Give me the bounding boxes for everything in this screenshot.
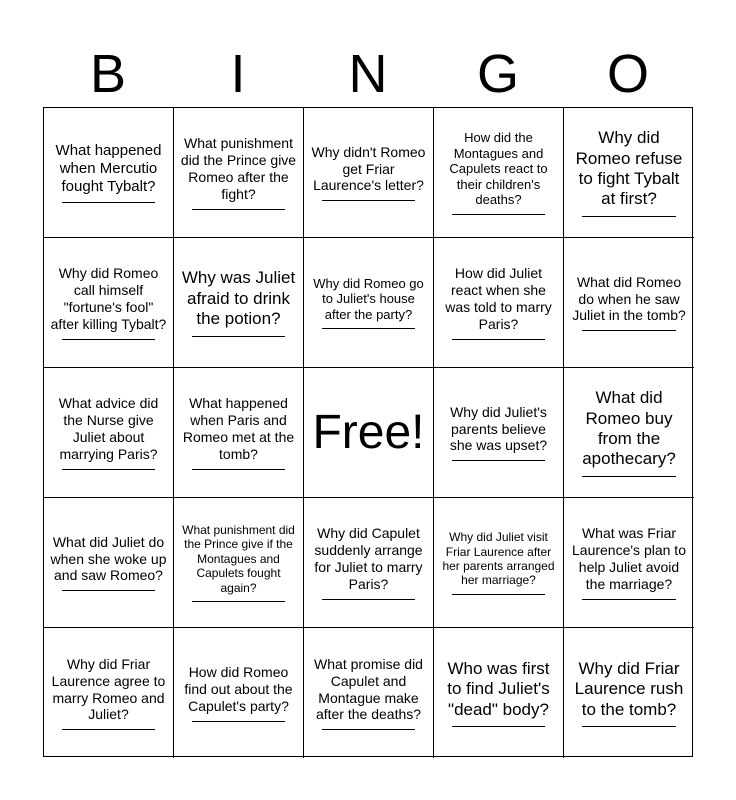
cell-question: How did Romeo find out about the Capulet's party? bbox=[184, 664, 293, 714]
bingo-card-grid bbox=[43, 107, 693, 757]
cell-question: What punishment did the Prince give if the Montagues and Capulets fought again? bbox=[182, 523, 295, 595]
bingo-cell[interactable] bbox=[304, 108, 434, 238]
answer-line bbox=[192, 601, 286, 602]
cell-question: Why did Juliet visit Friar Laurence after her parents arranged her marriage? bbox=[442, 530, 555, 588]
cell-question: Who was first to find Juliet's "dead" body? bbox=[447, 658, 550, 719]
answer-line bbox=[582, 330, 676, 331]
bingo-cell[interactable] bbox=[44, 368, 174, 498]
bingo-cell[interactable] bbox=[434, 628, 564, 758]
bingo-cell[interactable] bbox=[304, 238, 434, 368]
answer-line bbox=[192, 336, 286, 337]
cell-question: What did Romeo do when he saw Juliet in the tomb? bbox=[572, 273, 686, 324]
bingo-cell[interactable] bbox=[174, 628, 304, 758]
answer-line bbox=[322, 200, 416, 201]
bingo-cell[interactable] bbox=[174, 108, 304, 238]
answer-line bbox=[192, 469, 286, 470]
cell-question: What advice did the Nurse give Juliet about marrying Paris? bbox=[58, 395, 159, 462]
cell-question: Why was Juliet afraid to drink the potion? bbox=[181, 268, 296, 329]
answer-line bbox=[192, 209, 286, 210]
bingo-cell[interactable] bbox=[434, 498, 564, 628]
header-letter-n: N bbox=[348, 44, 388, 104]
cell-question: What was Friar Laurence's plan to help Juliet avoid the marriage? bbox=[572, 525, 686, 592]
answer-line bbox=[322, 328, 416, 329]
cell-question: Why did Friar Laurence agree to marry Romeo and Juliet? bbox=[51, 655, 166, 723]
header-letter-o: O bbox=[606, 44, 649, 104]
cell-question: Why did Friar Laurence rush to the tomb? bbox=[574, 658, 684, 719]
cell-question: How did the Montagues and Capulets react to their children's deaths? bbox=[449, 130, 548, 208]
answer-line bbox=[582, 599, 676, 600]
bingo-cell[interactable] bbox=[564, 108, 694, 238]
answer-line bbox=[452, 214, 546, 215]
cell-question: What promise did Capulet and Montague make after the deaths? bbox=[314, 655, 423, 723]
bingo-cell[interactable] bbox=[174, 238, 304, 368]
cell-question: Why did Romeo go to Juliet's house after the party? bbox=[313, 275, 424, 322]
bingo-header bbox=[43, 40, 693, 108]
answer-line bbox=[452, 594, 546, 595]
answer-line bbox=[322, 599, 416, 600]
bingo-cell[interactable] bbox=[174, 368, 304, 498]
bingo-cell[interactable] bbox=[44, 628, 174, 758]
answer-line bbox=[62, 729, 156, 730]
cell-question: What happened when Paris and Romeo met at the tomb? bbox=[182, 395, 295, 462]
header-letter-b: B bbox=[89, 44, 127, 104]
bingo-cell[interactable] bbox=[564, 368, 694, 498]
bingo-cell[interactable] bbox=[564, 498, 694, 628]
answer-line bbox=[62, 339, 156, 340]
answer-line bbox=[452, 460, 546, 461]
bingo-cell[interactable] bbox=[304, 628, 434, 758]
cell-question: Why did Capulet suddenly arrange for Juliet to marry Paris? bbox=[314, 525, 423, 592]
bingo-cell[interactable] bbox=[44, 108, 174, 238]
bingo-cell[interactable] bbox=[44, 498, 174, 628]
cell-question: How did Juliet react when she was told to marry Paris? bbox=[445, 265, 552, 332]
answer-line bbox=[452, 726, 546, 727]
bingo-cell[interactable] bbox=[174, 498, 304, 628]
cell-question: What did Romeo buy from the apothecary? bbox=[582, 388, 676, 469]
answer-line bbox=[582, 476, 676, 477]
cell-question: What punishment did the Prince give Romeo after the fight? bbox=[180, 135, 297, 202]
cell-question: What happened when Mercutio fought Tybalt? bbox=[55, 142, 162, 195]
bingo-cell[interactable] bbox=[434, 238, 564, 368]
header-letter-g: G bbox=[476, 44, 519, 104]
answer-line bbox=[62, 590, 156, 591]
bingo-cell[interactable] bbox=[434, 108, 564, 238]
cell-question: Why didn't Romeo get Friar Laurence's letter? bbox=[311, 143, 426, 194]
cell-question: Why did Romeo call himself "fortune's fool" after killing Tybalt? bbox=[50, 265, 167, 332]
bingo-cell[interactable] bbox=[304, 498, 434, 628]
free-space-label: Free! bbox=[312, 405, 425, 459]
answer-line bbox=[582, 216, 676, 217]
header-letter-i: I bbox=[230, 44, 246, 104]
cell-question: What did Juliet do when she woke up and saw Romeo? bbox=[50, 533, 167, 584]
answer-line bbox=[452, 339, 546, 340]
answer-line bbox=[322, 729, 416, 730]
bingo-cell[interactable] bbox=[44, 238, 174, 368]
bingo-cell[interactable] bbox=[564, 238, 694, 368]
answer-line bbox=[62, 469, 156, 470]
free-space-cell[interactable] bbox=[304, 368, 434, 498]
bingo-cell[interactable] bbox=[564, 628, 694, 758]
cell-question: Why did Juliet's parents believe she was upset? bbox=[449, 403, 548, 454]
cell-question: Why did Romeo refuse to fight Tybalt at first? bbox=[575, 128, 683, 209]
bingo-cell[interactable] bbox=[434, 368, 564, 498]
answer-line bbox=[62, 202, 156, 203]
answer-line bbox=[192, 721, 286, 722]
answer-line bbox=[582, 726, 676, 727]
